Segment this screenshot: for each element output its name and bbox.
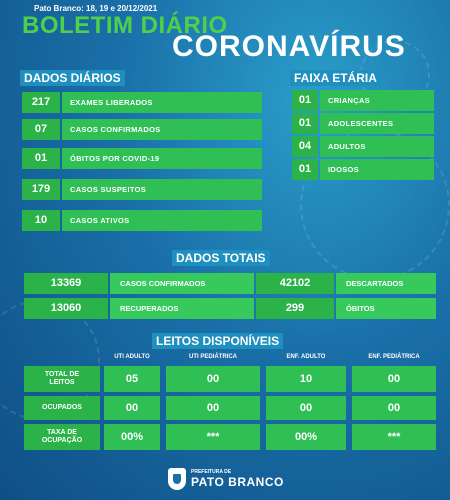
daily-value: 10 <box>22 210 60 231</box>
table-cell: 00 <box>266 396 346 420</box>
row-label-line: LEITOS <box>49 379 75 386</box>
row-label-line: OCUPAÇÃO <box>41 437 83 444</box>
age-row <box>292 113 434 134</box>
table-cell: 10 <box>266 366 346 392</box>
daily-row <box>22 148 262 169</box>
daily-label: CASOS SUSPEITOS <box>62 179 262 200</box>
age-row <box>292 136 434 157</box>
age-label: ADULTOS <box>320 136 434 157</box>
daily-label: CASOS CONFIRMADOS <box>62 119 262 140</box>
age-row <box>292 90 434 111</box>
daily-row <box>22 210 262 231</box>
age-value: 01 <box>292 90 318 111</box>
column-header: ENF. ADULTO <box>286 354 326 360</box>
column-header: UTI PEDIÁTRICA <box>189 354 237 360</box>
age-label: IDOSOS <box>320 159 434 180</box>
confirmed-total-value: 13369 <box>24 273 108 294</box>
table-cell: 00% <box>104 424 160 450</box>
daily-value: 179 <box>22 179 60 200</box>
column-header: ENF. PEDIÁTRICA <box>368 354 420 360</box>
recovered-total-label: RECUPERADOS <box>110 298 254 319</box>
table-cell: 00 <box>166 396 260 420</box>
row-label-line: TAXA DE <box>47 429 77 436</box>
deaths-total-value: 299 <box>256 298 334 319</box>
row-label-occupied <box>24 396 100 420</box>
discarded-total-value: 42102 <box>256 273 334 294</box>
table-cell: *** <box>352 424 436 450</box>
footer-logo <box>168 468 284 490</box>
row-label-total <box>24 366 100 392</box>
table-cell: 05 <box>104 366 160 392</box>
table-cell: 00% <box>266 424 346 450</box>
age-row <box>292 159 434 180</box>
table-cell: 00 <box>166 366 260 392</box>
table-cell: 00 <box>104 396 160 420</box>
table-cell: 00 <box>352 396 436 420</box>
row-label-rate <box>24 424 100 450</box>
daily-row <box>22 119 262 140</box>
footer-small-text: PREFEITURA DE <box>191 469 232 475</box>
daily-value: 217 <box>22 92 60 113</box>
beds-heading: LEITOS DISPONÍVEIS <box>152 333 283 349</box>
daily-label: CASOS ATIVOS <box>62 210 262 231</box>
confirmed-total-label: CASOS CONFIRMADOS <box>110 273 254 294</box>
age-label: ADOLESCENTES <box>320 113 434 134</box>
age-heading: FAIXA ETÁRIA <box>290 70 381 86</box>
age-label: CRIANÇAS <box>320 90 434 111</box>
date-line: Pato Branco: 18, 19 e 20/12/2021 <box>34 4 158 13</box>
totals-heading: DADOS TOTAIS <box>172 250 270 266</box>
age-value: 04 <box>292 136 318 157</box>
daily-row <box>22 92 262 113</box>
age-value: 01 <box>292 113 318 134</box>
daily-heading: DADOS DIÁRIOS <box>20 70 125 86</box>
bulletin-title: BOLETIM DIÁRIO <box>22 12 228 39</box>
table-cell: *** <box>166 424 260 450</box>
coronavirus-title: CORONAVÍRUS <box>172 30 406 63</box>
footer-big-text: PATO BRANCO <box>191 475 284 489</box>
daily-value: 07 <box>22 119 60 140</box>
row-label-line: OCUPADOS <box>42 404 82 411</box>
table-cell: 00 <box>352 366 436 392</box>
daily-label: EXAMES LIBERADOS <box>62 92 262 113</box>
age-value: 01 <box>292 159 318 180</box>
deaths-total-label: ÓBITOS <box>336 298 436 319</box>
recovered-total-value: 13060 <box>24 298 108 319</box>
crest-icon <box>168 468 186 490</box>
daily-value: 01 <box>22 148 60 169</box>
row-label-line: TOTAL DE <box>44 371 80 378</box>
daily-row <box>22 179 262 200</box>
column-header: UTI ADULTO <box>114 354 150 360</box>
daily-label: ÓBITOS POR COVID-19 <box>62 148 262 169</box>
discarded-total-label: DESCARTADOS <box>336 273 436 294</box>
